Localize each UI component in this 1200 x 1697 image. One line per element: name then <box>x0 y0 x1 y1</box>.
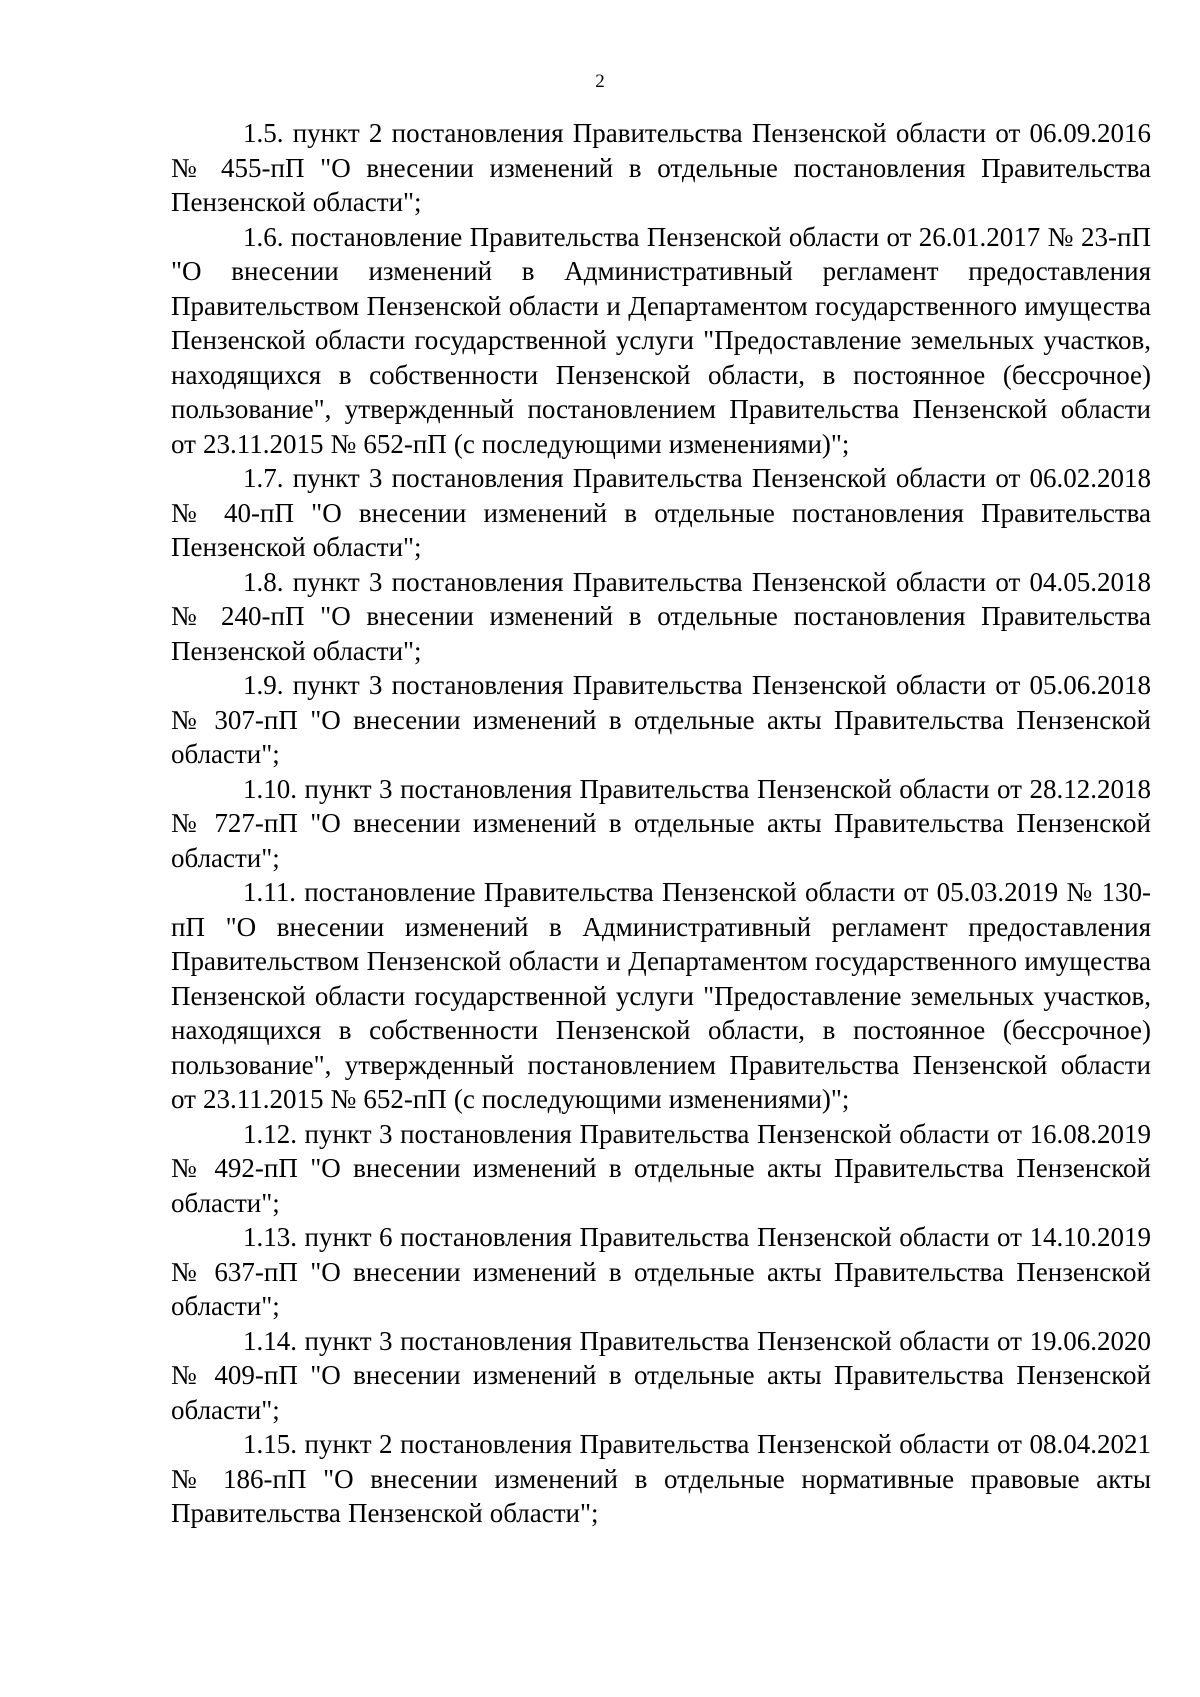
document-body <box>171 116 1151 1531</box>
page-number: 2 <box>595 71 605 92</box>
clause-1-11: 1.11. постановление Правительства Пензенской области от 05.03.2019 № 130-пП "О внесении изменений в Административный регламент предоставления Правительством Пензенской области и Департаментом государственного имущества Пензенской области государственной услуги "Предоставление земельных участков, находящихся в собственности Пензенской области, в постоянное (бессрочное) пользование", утвержденный постановлением Правительства Пензенской области от 23.11.2015 № 652-пП (с последующими изменениями)"; <box>171 877 1151 1114</box>
clause-1-12: 1.12. пункт 3 постановления Правительства Пензенской области от 16.08.2019 № 492-пП "О внесении изменений в отдельные акты Правительства Пензенской области"; <box>171 1118 1151 1218</box>
clause-1-7: 1.7. пункт 3 постановления Правительства Пензенской области от 06.02.2018 № 40-пП "О внесении изменений в отдельные постановления Правительства Пензенской области"; <box>171 463 1151 562</box>
clause-1-8: 1.8. пункт 3 постановления Правительства Пензенской области от 04.05.2018 № 240-пП "О внесении изменений в отдельные постановления Правительства Пензенской области"; <box>171 566 1151 666</box>
clause-1-15: 1.15. пункт 2 постановления Правительства Пензенской области от 08.04.2021 № 186-пП "О внесении изменений в отдельные нормативные правовые акты Правительства Пензенской области"; <box>171 1429 1151 1528</box>
clause-1-13: 1.13. пункт 6 постановления Правительства Пензенской области от 14.10.2019 № 637-пП "О внесении изменений в отдельные акты Правительства Пензенской области"; <box>171 1222 1151 1321</box>
clause-1-6: 1.6. постановление Правительства Пензенской области от 26.01.2017 № 23-пП "О внесении изменений в Административный регламент предоставления Правительством Пензенской области и Департаментом государственного имущества Пензенской области государственной услуги "Предоставление земельных участков, находящихся в собственности Пензенской области, в постоянное (бессрочное) пользование", утвержденный постановлением Правительства Пензенской области от 23.11.2015 № 652-пП (с последующими изменениями)"; <box>171 221 1151 459</box>
clause-1-5: 1.5. пункт 2 постановления Правительства Пензенской области от 06.09.2016 № 455-пП "О внесении изменений в отдельные постановления Правительства Пензенской области"; <box>171 118 1151 217</box>
clause-1-9: 1.9. пункт 3 постановления Правительства Пензенской области от 05.06.2018 № 307-пП "О внесении изменений в отдельные акты Правительства Пензенской области"; <box>171 670 1151 769</box>
clause-1-14: 1.14. пункт 3 постановления Правительства Пензенской области от 19.06.2020 № 409-пП "О внесении изменений в отдельные акты Правительства Пензенской области"; <box>171 1325 1151 1425</box>
clause-1-10: 1.10. пункт 3 постановления Правительства Пензенской области от 28.12.2018 № 727-пП "О внесении изменений в отдельные акты Правительства Пензенской области"; <box>171 773 1151 873</box>
